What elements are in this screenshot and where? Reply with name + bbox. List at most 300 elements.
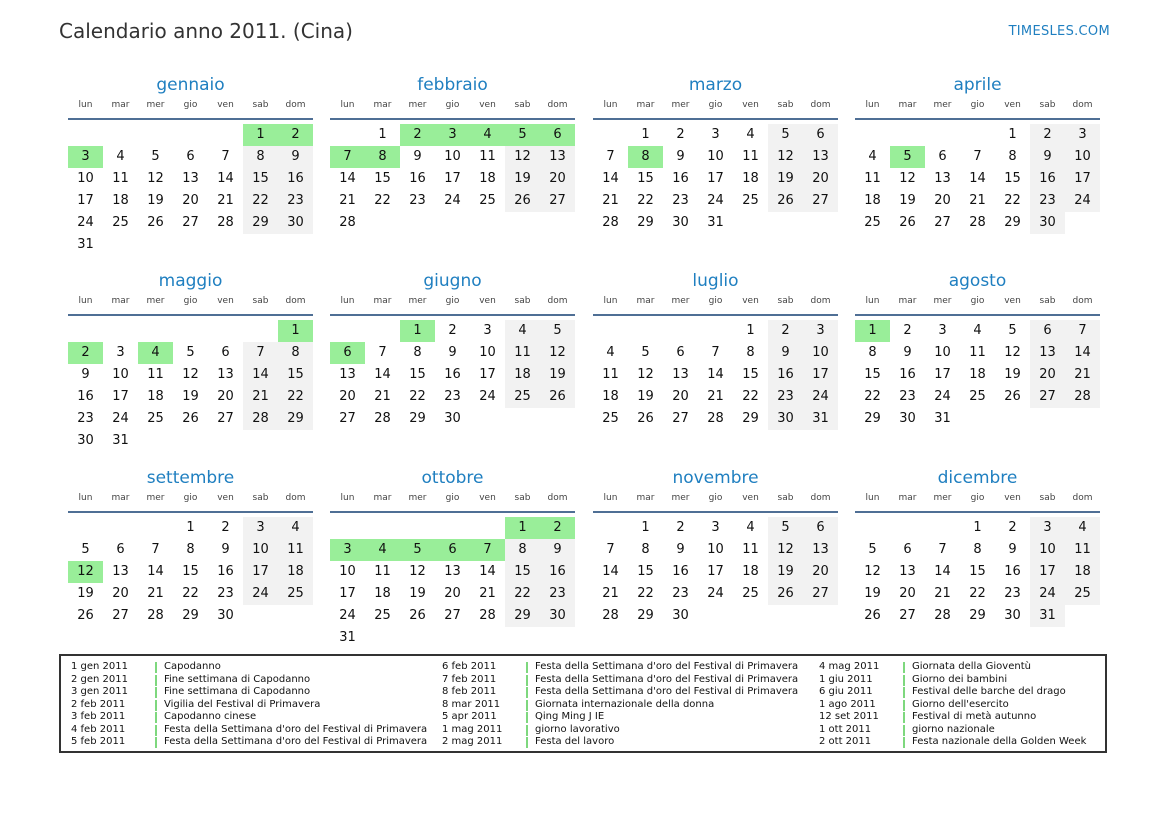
day-cell: 4	[278, 517, 313, 539]
day-cell: 19	[864, 586, 881, 601]
day-cell: 19	[540, 364, 575, 386]
day-cell: 1	[186, 520, 195, 535]
day-cell: 5	[768, 124, 803, 146]
day-cell: 30	[899, 411, 916, 426]
weekday-label: ven	[479, 100, 496, 110]
holiday-marker	[526, 675, 528, 686]
weekday-label: gio	[970, 493, 985, 503]
month-divider	[855, 314, 1100, 316]
weekday-label: lun	[78, 493, 93, 503]
day-grid	[593, 124, 838, 234]
holiday-date: 5 apr 2011	[442, 711, 497, 722]
day-cell: 13	[540, 146, 575, 168]
day-cell: 13	[444, 564, 461, 579]
day-cell: 25	[742, 586, 759, 601]
day-cell: 6	[676, 345, 685, 360]
day-cell: 17	[339, 586, 356, 601]
weekday-header	[330, 100, 575, 118]
weekday-label: ven	[1004, 493, 1021, 503]
day-cell: 19	[147, 193, 164, 208]
day-cell: 2	[278, 124, 313, 146]
day-cell: 17	[707, 564, 724, 579]
holiday-date: 12 set 2011	[819, 711, 879, 722]
weekday-label: dom	[547, 100, 568, 110]
day-cell: 15	[969, 564, 986, 579]
day-cell: 16	[768, 364, 803, 386]
holiday-marker	[903, 675, 905, 686]
month-ottobre	[330, 467, 575, 649]
empty-cell	[470, 517, 505, 539]
weekday-label: gio	[445, 296, 460, 306]
holiday-row	[71, 711, 427, 724]
day-cell: 26	[409, 608, 426, 623]
day-cell: 28	[374, 411, 391, 426]
day-cell: 30	[1030, 212, 1065, 234]
holiday-row	[71, 674, 427, 687]
day-cell: 14	[147, 564, 164, 579]
day-cell: 2	[221, 520, 230, 535]
holiday-name: Fine settimana di Capodanno	[164, 673, 311, 685]
day-cell: 7	[470, 539, 505, 561]
day-cell: 24	[479, 389, 496, 404]
day-cell: 12	[1004, 345, 1021, 360]
holiday-date: 4 feb 2011	[71, 723, 126, 735]
weekday-header	[68, 296, 313, 314]
weekday-label: sab	[777, 493, 794, 503]
day-cell: 25	[1065, 583, 1100, 605]
day-cell: 28	[479, 608, 496, 623]
empty-cell	[138, 517, 173, 539]
day-cell: 13	[182, 171, 199, 186]
weekday-label: sab	[514, 100, 531, 110]
month-title: novembre	[672, 468, 759, 488]
day-cell: 1	[641, 520, 650, 535]
month-maggio	[68, 270, 313, 452]
weekday-label: dom	[810, 296, 831, 306]
day-cell: 23	[1030, 190, 1065, 212]
day-cell: 8	[746, 345, 755, 360]
day-cell: 7	[1065, 320, 1100, 342]
holiday-date: 8 mar 2011	[442, 698, 501, 710]
empty-cell	[330, 320, 365, 342]
holiday-date: 3 feb 2011	[71, 711, 126, 722]
holiday-marker	[155, 737, 157, 748]
day-cell: 11	[969, 345, 986, 360]
holiday-name: Qing Ming J IE	[535, 711, 605, 722]
day-cell: 16	[672, 564, 689, 579]
holiday-name: Festa della Settimana d'oro del Festival di Primavera	[535, 673, 799, 685]
day-cell: 5	[768, 517, 803, 539]
weekday-label: gio	[708, 100, 723, 110]
day-cell: 19	[77, 586, 94, 601]
day-cell: 28	[602, 215, 619, 230]
day-cell: 4	[505, 320, 540, 342]
day-cell: 10	[112, 367, 129, 382]
day-cell: 28	[934, 608, 951, 623]
empty-cell	[68, 517, 103, 539]
holiday-marker	[903, 712, 905, 723]
day-cell: 20	[540, 168, 575, 190]
month-title: dicembre	[937, 468, 1018, 488]
holiday-marker	[155, 700, 157, 711]
day-cell: 25	[112, 215, 129, 230]
empty-cell	[890, 124, 925, 146]
day-cell: 5	[81, 542, 90, 557]
day-cell: 21	[934, 586, 951, 601]
day-cell: 30	[77, 433, 94, 448]
day-cell: 4	[1065, 517, 1100, 539]
holiday-name: Festa del lavoro	[535, 736, 615, 747]
day-cell: 3	[1065, 124, 1100, 146]
weekday-header	[593, 493, 838, 511]
day-cell: 28	[243, 408, 278, 430]
month-title: ottobre	[421, 468, 484, 488]
holiday-column	[71, 661, 427, 749]
day-cell: 30	[217, 608, 234, 623]
day-cell: 20	[672, 389, 689, 404]
day-cell: 12	[899, 171, 916, 186]
day-cell: 21	[707, 389, 724, 404]
day-cell: 22	[637, 193, 654, 208]
empty-cell	[173, 320, 208, 342]
day-cell: 25	[742, 193, 759, 208]
day-cell: 21	[147, 586, 164, 601]
day-cell: 15	[278, 364, 313, 386]
holiday-marker	[903, 662, 905, 673]
empty-cell	[173, 124, 208, 146]
day-cell: 19	[1004, 367, 1021, 382]
day-cell: 29	[742, 411, 759, 426]
day-cell: 23	[278, 190, 313, 212]
day-cell: 31	[803, 408, 838, 430]
weekday-label: ven	[742, 493, 759, 503]
empty-cell	[593, 320, 628, 342]
day-cell: 4	[116, 149, 125, 164]
day-cell: 10	[77, 171, 94, 186]
day-cell: 3	[483, 323, 492, 338]
holiday-name: giorno lavorativo	[535, 723, 620, 735]
day-cell: 11	[374, 564, 391, 579]
day-cell: 16	[444, 367, 461, 382]
day-cell: 22	[243, 190, 278, 212]
day-cell: 26	[505, 190, 540, 212]
day-cell: 21	[479, 586, 496, 601]
day-cell: 31	[934, 411, 951, 426]
day-cell: 23	[672, 586, 689, 601]
day-cell: 19	[899, 193, 916, 208]
day-cell: 26	[182, 411, 199, 426]
empty-cell	[138, 124, 173, 146]
day-cell: 27	[182, 215, 199, 230]
empty-cell	[925, 124, 960, 146]
weekday-label: gio	[970, 296, 985, 306]
day-cell: 16	[540, 561, 575, 583]
day-cell: 11	[1065, 539, 1100, 561]
holiday-name: giorno nazionale	[912, 723, 995, 735]
day-cell: 15	[182, 564, 199, 579]
day-cell: 8	[243, 146, 278, 168]
day-cell: 27	[444, 608, 461, 623]
day-cell: 10	[707, 149, 724, 164]
day-grid	[330, 320, 575, 430]
day-cell: 27	[803, 190, 838, 212]
day-cell: 18	[278, 561, 313, 583]
day-cell: 6	[186, 149, 195, 164]
weekday-label: mer	[933, 296, 952, 306]
day-cell: 25	[278, 583, 313, 605]
weekday-label: sab	[777, 296, 794, 306]
day-cell: 18	[969, 367, 986, 382]
weekday-label: dom	[1072, 100, 1093, 110]
day-cell: 6	[116, 542, 125, 557]
empty-cell	[855, 517, 890, 539]
weekday-label: dom	[285, 296, 306, 306]
day-cell: 12	[68, 561, 103, 583]
day-cell: 14	[479, 564, 496, 579]
day-cell: 31	[77, 237, 94, 252]
day-cell: 21	[339, 193, 356, 208]
day-cell: 13	[112, 564, 129, 579]
holiday-date: 2 mag 2011	[442, 736, 503, 747]
day-cell: 20	[803, 168, 838, 190]
day-cell: 24	[803, 386, 838, 408]
day-cell: 10	[479, 345, 496, 360]
weekday-label: ven	[479, 296, 496, 306]
day-cell: 27	[1030, 386, 1065, 408]
day-cell: 2	[448, 323, 457, 338]
month-divider	[593, 511, 838, 513]
month-divider	[68, 118, 313, 120]
weekday-label: mar	[111, 100, 130, 110]
holiday-marker	[903, 725, 905, 736]
month-dicembre	[855, 467, 1100, 627]
weekday-label: ven	[1004, 100, 1021, 110]
day-cell: 25	[602, 411, 619, 426]
day-cell: 28	[969, 215, 986, 230]
day-cell: 12	[768, 539, 803, 561]
holiday-row	[819, 711, 1086, 724]
weekday-label: mer	[933, 100, 952, 110]
day-grid	[330, 124, 575, 234]
day-cell: 9	[768, 342, 803, 364]
holiday-date: 1 ago 2011	[819, 698, 876, 710]
month-aprile	[855, 74, 1100, 234]
day-cell: 17	[112, 389, 129, 404]
month-divider	[330, 314, 575, 316]
weekday-label: lun	[603, 100, 618, 110]
day-cell: 16	[278, 168, 313, 190]
day-cell: 24	[1030, 583, 1065, 605]
day-cell: 15	[742, 367, 759, 382]
day-cell: 15	[505, 561, 540, 583]
day-cell: 2	[400, 124, 435, 146]
holiday-marker	[155, 687, 157, 698]
day-cell: 11	[147, 367, 164, 382]
day-cell: 30	[672, 215, 689, 230]
day-cell: 29	[278, 408, 313, 430]
holiday-row	[819, 661, 1086, 674]
day-cell: 1	[746, 323, 755, 338]
day-cell: 1	[1008, 127, 1017, 142]
day-cell: 18	[479, 171, 496, 186]
month-marzo	[593, 74, 838, 234]
day-cell: 13	[899, 564, 916, 579]
holiday-row	[442, 711, 798, 724]
weekday-header	[855, 493, 1100, 511]
weekday-label: ven	[742, 296, 759, 306]
day-cell: 20	[899, 586, 916, 601]
day-cell: 18	[1065, 561, 1100, 583]
day-cell: 14	[969, 171, 986, 186]
holiday-row	[442, 686, 798, 699]
weekday-label: gio	[970, 100, 985, 110]
day-cell: 25	[505, 386, 540, 408]
day-cell: 9	[540, 539, 575, 561]
day-cell: 16	[1030, 168, 1065, 190]
weekday-label: ven	[217, 493, 234, 503]
empty-cell	[103, 124, 138, 146]
day-cell: 14	[243, 364, 278, 386]
day-cell: 9	[676, 149, 685, 164]
day-cell: 5	[151, 149, 160, 164]
holiday-name: Festa della Settimana d'oro del Festival di Primavera	[164, 723, 428, 735]
weekday-label: ven	[217, 100, 234, 110]
day-cell: 11	[742, 149, 759, 164]
weekday-label: sab	[777, 100, 794, 110]
month-title: febbraio	[417, 75, 488, 95]
day-cell: 12	[505, 146, 540, 168]
day-cell: 11	[864, 171, 881, 186]
day-cell: 9	[676, 542, 685, 557]
day-cell: 24	[707, 586, 724, 601]
day-cell: 31	[339, 630, 356, 645]
empty-cell	[243, 320, 278, 342]
weekday-label: lun	[865, 296, 880, 306]
month-title: settembre	[146, 468, 235, 488]
weekday-label: mer	[671, 100, 690, 110]
day-cell: 21	[602, 193, 619, 208]
holiday-row	[71, 686, 427, 699]
day-cell: 15	[1004, 171, 1021, 186]
day-cell: 9	[278, 146, 313, 168]
month-title: maggio	[158, 271, 223, 291]
day-cell: 28	[339, 215, 356, 230]
month-luglio	[593, 270, 838, 430]
day-cell: 14	[602, 564, 619, 579]
day-cell: 27	[112, 608, 129, 623]
empty-cell	[330, 124, 365, 146]
day-cell: 15	[374, 171, 391, 186]
day-cell: 27	[934, 215, 951, 230]
day-cell: 1	[505, 517, 540, 539]
day-cell: 5	[505, 124, 540, 146]
weekday-label: gio	[183, 100, 198, 110]
site-link[interactable]: TIMESLES.COM	[1008, 24, 1110, 39]
holiday-marker	[903, 687, 905, 698]
day-cell: 21	[969, 193, 986, 208]
holiday-date: 1 gen 2011	[71, 661, 129, 672]
empty-cell	[663, 320, 698, 342]
weekday-label: lun	[340, 493, 355, 503]
holiday-name: Festa della Settimana d'oro del Festival di Primavera	[535, 661, 799, 672]
weekday-label: lun	[603, 296, 618, 306]
day-cell: 1	[855, 320, 890, 342]
day-cell: 22	[505, 583, 540, 605]
day-cell: 25	[374, 608, 391, 623]
day-cell: 2	[676, 127, 685, 142]
day-cell: 27	[339, 411, 356, 426]
weekday-label: mar	[636, 100, 655, 110]
day-cell: 3	[435, 124, 470, 146]
holiday-list	[59, 654, 1107, 753]
day-cell: 30	[444, 411, 461, 426]
holiday-name: Capodanno cinese	[164, 711, 257, 722]
weekday-label: gio	[708, 296, 723, 306]
day-cell: 3	[803, 320, 838, 342]
day-cell: 27	[540, 190, 575, 212]
holiday-date: 1 ott 2011	[819, 723, 872, 735]
day-cell: 19	[182, 389, 199, 404]
day-cell: 10	[803, 342, 838, 364]
month-title: giugno	[423, 271, 482, 291]
day-cell: 29	[409, 411, 426, 426]
day-cell: 23	[217, 586, 234, 601]
month-settembre	[68, 467, 313, 627]
weekday-header	[593, 296, 838, 314]
holiday-date: 2 ott 2011	[819, 736, 872, 747]
day-cell: 18	[374, 586, 391, 601]
empty-cell	[593, 124, 628, 146]
day-cell: 24	[1065, 190, 1100, 212]
weekday-label: lun	[603, 493, 618, 503]
empty-cell	[925, 517, 960, 539]
holiday-row	[819, 736, 1086, 749]
day-cell: 11	[278, 539, 313, 561]
weekday-label: sab	[514, 493, 531, 503]
weekday-label: dom	[1072, 296, 1093, 306]
day-cell: 28	[147, 608, 164, 623]
day-cell: 9	[903, 345, 912, 360]
holiday-marker	[526, 700, 528, 711]
day-cell: 7	[330, 146, 365, 168]
day-cell: 26	[637, 411, 654, 426]
day-cell: 15	[637, 564, 654, 579]
day-cell: 14	[934, 564, 951, 579]
holiday-name: Festa nazionale della Golden Week	[912, 736, 1087, 747]
holiday-date: 5 feb 2011	[71, 736, 126, 747]
day-cell: 23	[672, 193, 689, 208]
month-title: marzo	[688, 75, 743, 95]
weekday-label: mar	[898, 100, 917, 110]
day-cell: 28	[707, 411, 724, 426]
month-divider	[330, 511, 575, 513]
weekday-label: gio	[183, 296, 198, 306]
weekday-label: gio	[183, 493, 198, 503]
day-cell: 14	[217, 171, 234, 186]
month-title: agosto	[948, 271, 1007, 291]
day-cell: 19	[637, 389, 654, 404]
holiday-date: 8 feb 2011	[442, 686, 497, 697]
day-cell: 18	[112, 193, 129, 208]
empty-cell	[400, 517, 435, 539]
empty-cell	[855, 124, 890, 146]
weekday-label: mer	[671, 493, 690, 503]
day-cell: 23	[768, 386, 803, 408]
weekday-header	[330, 296, 575, 314]
holiday-column	[819, 661, 1086, 749]
day-cell: 26	[899, 215, 916, 230]
day-cell: 8	[278, 342, 313, 364]
